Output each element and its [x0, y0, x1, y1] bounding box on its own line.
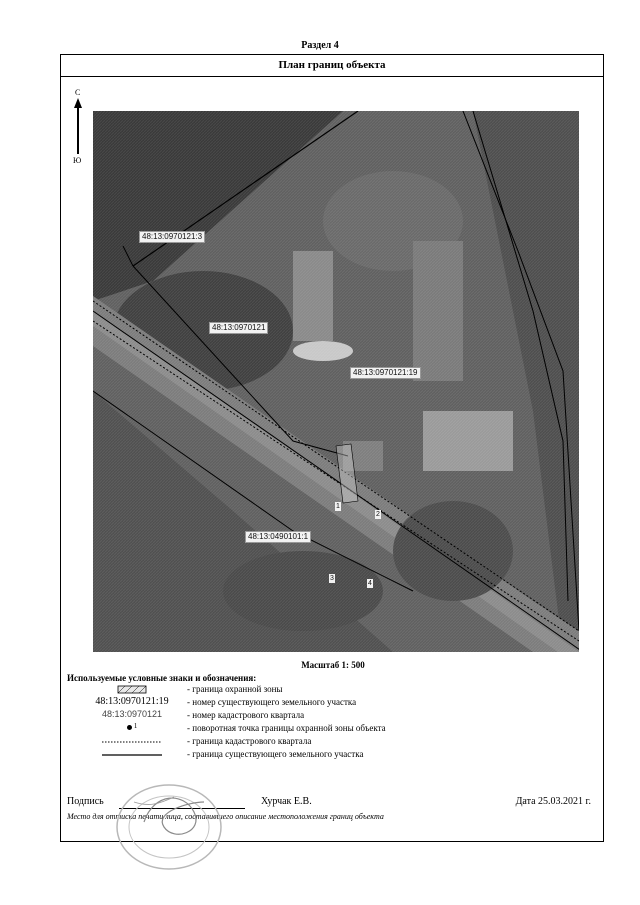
point-label-4: 4 — [368, 580, 372, 587]
legend-text-turning-point: - поворотная точка границы охранной зоны объекта — [187, 723, 386, 733]
point-label-1: 1 — [336, 503, 340, 510]
document-frame — [60, 54, 604, 842]
aerial-map — [93, 111, 579, 652]
plan-title: План границ объекта — [61, 55, 603, 77]
legend-text-block-number: - номер кадастрового квартала — [187, 710, 305, 720]
map-label-parcel-3: 48:13:0970121:3 — [139, 231, 205, 243]
legend-item-turning-point — [67, 722, 597, 735]
map-label-parcel-19: 48:13:0970121:19 — [350, 367, 421, 379]
legend-text-block-boundary: - граница кадастрового квартала — [187, 736, 312, 746]
section-title: Раздел 4 — [301, 40, 339, 51]
turning-point-symbol — [77, 722, 187, 735]
compass-south-label: Ю — [73, 156, 82, 165]
legend-item-parcel-boundary — [67, 748, 597, 761]
block-number-symbol: 48:13:0970121 — [101, 709, 163, 719]
parcel-number-symbol: 48:13:0970121:19 — [95, 696, 169, 707]
signature-label: Подпись — [67, 796, 104, 807]
stamp-seal-icon — [114, 782, 224, 872]
turning-point-number: 1 — [133, 722, 138, 730]
block-boundary-symbol — [77, 735, 187, 748]
aerial-image — [93, 111, 579, 652]
compass-north-label: С — [75, 88, 81, 97]
protection-zone-symbol — [77, 683, 187, 696]
legend-item-parcel-number — [67, 696, 597, 709]
signer-name: Хурчак Е.В. — [261, 796, 312, 807]
legend — [67, 673, 597, 761]
turning-point-dot-icon — [127, 725, 132, 730]
legend-text-parcel-boundary: - граница существующего земельного участка — [187, 749, 364, 759]
scale-label: Масштаб 1: 500 — [301, 660, 365, 670]
legend-text-parcel-number: - номер существующего земельного участка — [187, 697, 357, 707]
map-label-block: 48:13:0970121 — [209, 322, 268, 334]
legend-text-protection-zone: - граница охранной зоны — [187, 684, 283, 694]
compass-arrow-icon — [73, 98, 83, 156]
map-label-parcel-0490101-1: 48:13:0490101:1 — [245, 531, 311, 543]
legend-title: Используемые условные знаки и обозначения: — [67, 673, 257, 683]
legend-item-protection-zone — [67, 683, 597, 696]
signature-date: Дата 25.03.2021 г. — [515, 796, 591, 807]
point-label-3: 3 — [330, 575, 334, 582]
legend-item-block-number — [67, 709, 597, 722]
parcel-boundary-symbol — [77, 748, 187, 761]
legend-item-block-boundary — [67, 735, 597, 748]
compass — [71, 88, 91, 168]
point-label-2: 2 — [376, 511, 380, 518]
stamp-place-caption: Место для оттиска печати лица, составившего описание местоположения границ объекта — [67, 812, 384, 821]
